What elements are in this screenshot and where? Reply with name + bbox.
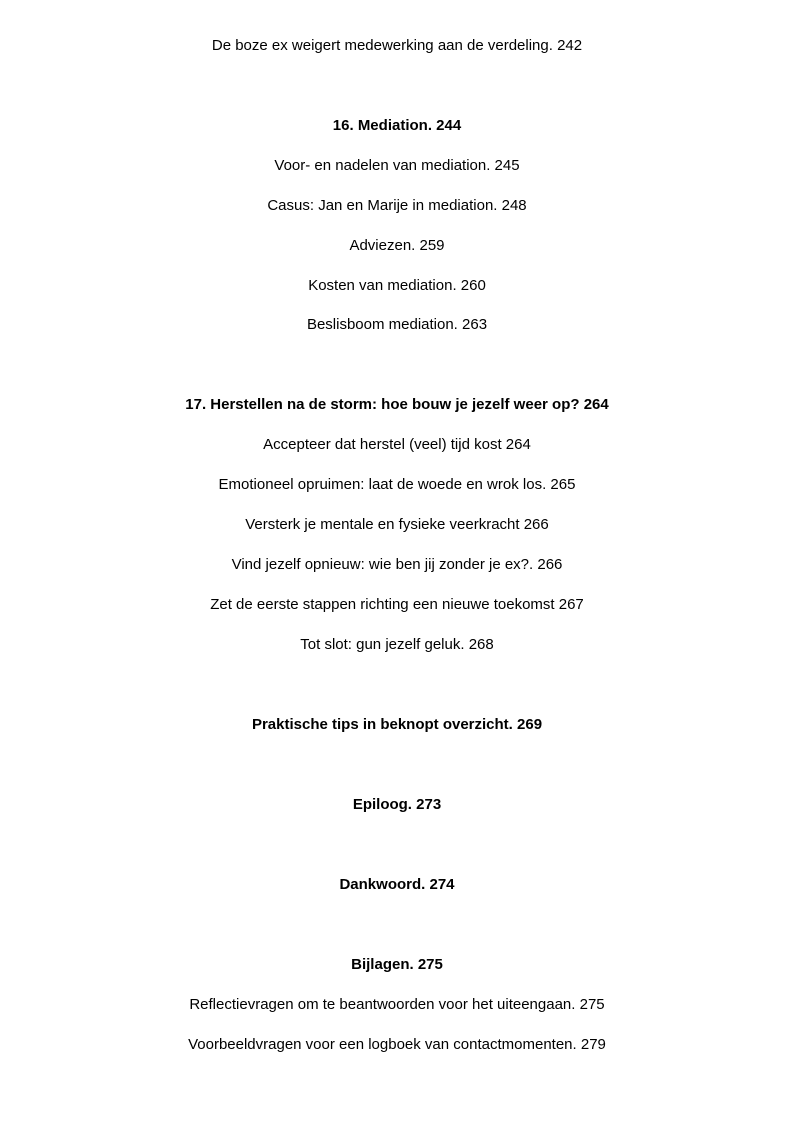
toc-entry[interactable]: Casus: Jan en Marije in mediation. 248	[267, 197, 527, 214]
toc-entry[interactable]: Reflectievragen om te beantwoorden voor het uiteengaan. 275	[189, 996, 605, 1013]
toc-chapter-heading[interactable]: Dankwoord. 274	[339, 876, 455, 893]
toc-chapter-heading[interactable]: 17. Herstellen na de storm: hoe bouw je jezelf weer op? 264	[185, 396, 609, 413]
toc-entry[interactable]: Emotioneel opruimen: laat de woede en wrok los. 265	[218, 476, 576, 493]
toc-entry[interactable]: Tot slot: gun jezelf geluk. 268	[300, 636, 494, 653]
toc-entry[interactable]: Voorbeeldvragen voor een logboek van contactmomenten. 279	[188, 1036, 606, 1053]
toc-entry[interactable]: Versterk je mentale en fysieke veerkracht 266	[245, 516, 549, 533]
toc-entry[interactable]: De boze ex weigert medewerking aan de verdeling. 242	[211, 37, 583, 54]
toc-entry[interactable]: Voor- en nadelen van mediation. 245	[274, 157, 520, 174]
toc-chapter-heading[interactable]: Epiloog. 273	[352, 796, 442, 813]
toc-entry[interactable]: Beslisboom mediation. 263	[306, 316, 488, 333]
toc-chapter-heading[interactable]: Praktische tips in beknopt overzicht. 269	[251, 716, 543, 733]
toc-entry[interactable]: Adviezen. 259	[349, 237, 445, 254]
toc-entry[interactable]: Kosten van mediation. 260	[308, 277, 486, 294]
toc-entry[interactable]: Accepteer dat herstel (veel) tijd kost 264	[263, 436, 531, 453]
toc-chapter-heading[interactable]: 16. Mediation. 244	[332, 117, 462, 134]
toc-chapter-heading[interactable]: Bijlagen. 275	[351, 956, 443, 973]
toc-entry[interactable]: Vind jezelf opnieuw: wie ben jij zonder je ex?. 266	[231, 556, 563, 573]
toc-entry[interactable]: Zet de eerste stappen richting een nieuwe toekomst 267	[210, 596, 584, 613]
